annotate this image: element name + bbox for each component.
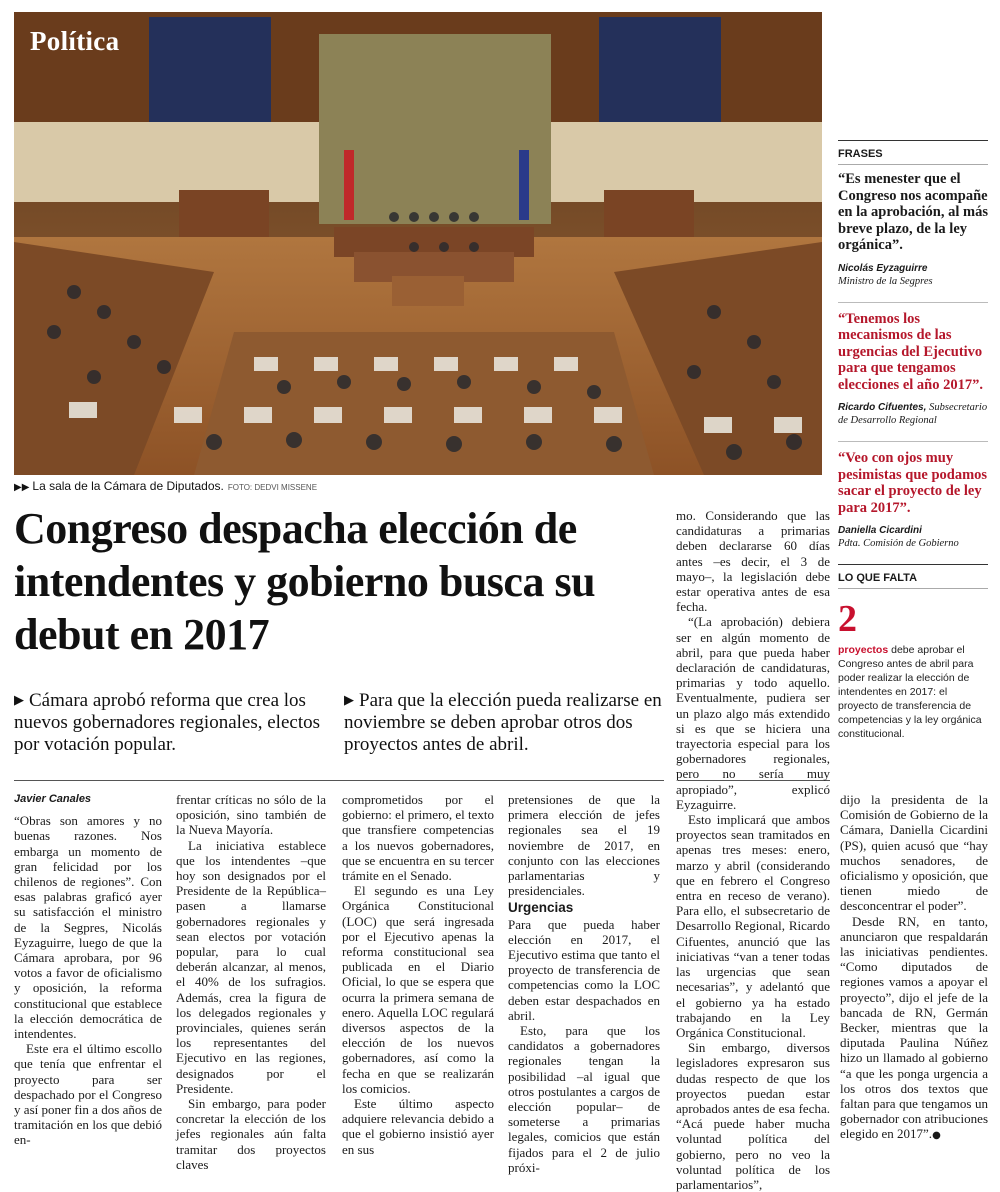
sidebar bbox=[838, 140, 988, 741]
caption-arrow-icon: ▶▶ bbox=[14, 482, 30, 493]
paragraph: Este era el último escollo que tenía que enfrentar el proyecto para ser despachado por el Congreso y así poner fin a dos años de tramitación en los que debió en- bbox=[14, 1041, 162, 1148]
divider-rule bbox=[14, 780, 664, 781]
quote-1-role: Ministro de la Segpres bbox=[838, 275, 933, 287]
paragraph: Esto, para que los candidatos a gobernadores regionales tengan la posibilidad –al igual que otros postulantes a cargos de elección popular– de someterse a primarias legales, comicios que están fijados para el 2 de julio próxi- bbox=[508, 1023, 660, 1175]
caption-text: La sala de la Cámara de Diputados. bbox=[32, 479, 224, 493]
quote-1: “Es menester que el Congreso nos acompañe en la aprobación, al más breve plazo, de la ley orgánica”. bbox=[838, 171, 988, 253]
quote-2: “Tenemos los mecanismos de las urgencias del Ejecutivo para que tengamos elecciones el año 2017”. bbox=[838, 310, 983, 393]
byline: Javier Canales bbox=[14, 793, 92, 805]
paragraph: Sin embargo, diversos legisladores expresaron sus dudas respecto de que los proyectos puedan estar aprobados antes de esa fecha. “Acá puede haber mucha voluntad política del gobierno, pero no veo la voluntad política de los parlamentarios”, bbox=[676, 1040, 830, 1192]
section-label: Política bbox=[30, 26, 120, 56]
paragraph: Esto implicará que ambos proyectos sean tramitados en apenas tres meses: enero, marzo y abril (considerando que en febrero el Congreso entra en receso de verano). Para ello, el subsecretario de Desarrollo Regional, Ricardo Cifuentes, anunció que las iniciativas “van a tener todas las urgencias que sean necesarias”, y adelantó que el gobierno ya ha estado trabajando en la Ley Orgánica Constitucional. bbox=[676, 812, 830, 1040]
quote-3: “Veo con ojos muy pesimistas que podamos sacar el proyecto de ley para 2017”. bbox=[838, 450, 988, 516]
falta-number: 2 bbox=[838, 598, 857, 640]
photo-caption bbox=[14, 479, 317, 493]
column-5 bbox=[676, 508, 830, 1192]
triangle-bullet-icon: ▶ bbox=[14, 693, 24, 708]
paragraph: Este último aspecto adquiere relevancia debido a que el gobierno insistió ayer en sus bbox=[342, 1096, 494, 1157]
deck-1 bbox=[14, 690, 334, 756]
quote-divider bbox=[838, 302, 988, 303]
quote-1-attribution bbox=[838, 262, 988, 288]
paragraph: “Obras son amores y no buenas razones. Nos embarga un momento de gran felicidad por los chilenos de regiones”. Con esas palabras graficó ayer su satisfacción el ministro de la Segpres, Nicolás Eyzaguirre, luego de que la Cámara aprobara, por 96 votos a favor de oficialismo y oposición, la reforma constitucional que establece la elección democrática de intendentes. bbox=[14, 813, 162, 1042]
chamber-illustration bbox=[14, 12, 822, 475]
triangle-bullet-icon: ▶ bbox=[344, 693, 354, 708]
falta-lead: proyectos bbox=[838, 644, 889, 656]
vote-screen-right bbox=[599, 17, 721, 122]
paragraph: frentar críticas no sólo de la oposición, sino también de la Nueva Mayoría. bbox=[176, 792, 326, 838]
column-1 bbox=[14, 792, 162, 1148]
deck-2-text: Para que la elección pueda realizarse en noviembre se deben aprobar otros dos proyectos antes de abril. bbox=[344, 690, 662, 755]
deck-2 bbox=[344, 690, 664, 756]
quote-2-name: Ricardo Cifuentes, bbox=[838, 402, 927, 413]
lo-que-falta-title: LO QUE FALTA bbox=[838, 564, 988, 589]
paragraph: La iniciativa establece que los intendentes –que hoy son designados por el Presidente de la República– pasen a llamarse gobernadores regionales y sean electos por votación popular, para lo cual deberán alcanzar, al menos, el 40% de los sufragios. Además, crea la figura de los delegados regionales y provinciales, quienes serán los representantes del Ejecutivo en las regiones, designados por el Presidente. bbox=[176, 837, 326, 1096]
paragraph: Sin embargo, para poder concretar la elección de los jefes regionales aún falta tramitar dos proyectos claves bbox=[176, 1096, 326, 1172]
headline: Congreso despacha elección de intendentes y gobierno busca su debut en 2017 bbox=[14, 504, 596, 659]
column-2 bbox=[176, 792, 326, 1172]
column-3 bbox=[342, 792, 494, 1157]
paragraph: Para que pueda haber elección en 2017, el Ejecutivo estima que tanto el proyecto de transferencia de competencias como la LOC deben estar despachados en abril. bbox=[508, 916, 660, 1023]
quote-3-name: Daniella Cicardini bbox=[838, 525, 922, 536]
paragraph-text: Desde RN, en tanto, anunciaron que respaldarán las iniciativas pendientes. “Como diputados de regiones vamos a apoyar el proyecto”, dijo el jefe de la bancada de RN, Germán Becker, mientras que la diputada Paulina Núñez hizo un llamado al gobierno “a que les ponga urgencia a los otros dos textos que faltan para que tengamos un gobernador con atribuciones elegido en 2017”. bbox=[840, 913, 989, 1142]
falta-text bbox=[838, 643, 988, 741]
paragraph bbox=[840, 914, 988, 1144]
falta-body: debe aprobar el Congreso antes de abril para poder realizar la elección de intendentes en 2017: el proyecto de transferencia de competencias y la ley orgánica constitucional. bbox=[838, 644, 982, 740]
paragraph: pretensiones de que la primera elección de jefes regionales sea el 19 noviembre de 2017, en conjunto con las elecciones parlamentarias y presidenciales. bbox=[508, 792, 660, 899]
quote-3-attribution bbox=[838, 524, 988, 550]
column-4 bbox=[508, 792, 660, 1175]
chamber-photo bbox=[14, 12, 822, 475]
paragraph: mo. Considerando que las candidaturas a primarias deben declararse 60 días antes –es decir, el 3 de mayo–, la legislación debe estar operativa antes de esa fecha. bbox=[676, 508, 830, 615]
photo-credit: FOTO: DEDVI MISSENE bbox=[227, 483, 318, 492]
subhead-urgencias: Urgencias bbox=[508, 900, 574, 916]
frases-title: FRASES bbox=[838, 140, 988, 165]
quote-1-name: Nicolás Eyzaguirre bbox=[838, 262, 928, 274]
paragraph: El segundo es una Ley Orgánica Constitucional (LOC) que será ingresada por el Ejecutivo apenas la reforma constitucional sea publicada en el Diario Oficial, lo que se espera que ocurra la primera semana de enero. Aquella LOC regulará diversos aspectos de la elección de los nuevos gobernadores, así como la fecha en que se realizarán los comicios. bbox=[342, 883, 494, 1096]
quote-2-attribution bbox=[838, 401, 988, 427]
deck-1-text: Cámara aprobó reforma que crea los nuevos gobernadores regionales, electos por votación popular. bbox=[14, 690, 321, 755]
vote-screen-left bbox=[149, 17, 271, 122]
quote-2-role: Subsecretario de Desarrollo Regional bbox=[838, 402, 988, 426]
paragraph: comprometidos por el gobierno: el primero, el texto que transfiere competencias a los nuevos gobernadores, que se encuentra en su tercer trámite en el Senado. bbox=[342, 792, 494, 884]
paragraph: dijo la presidenta de la Comisión de Gobierno de la Cámara, Daniella Cicardini (PS), quien acusó que “hay muchos senadores, de oficialismo y oposición, que tienen miedo de desconcentrar el poder”. bbox=[840, 792, 988, 914]
paragraph: “(La aprobación) debiera ser en algún momento de abril, para que pueda haber declaración de candidaturas, primarias y todo aquello. Eventualmente, pudiera ser un plazo algo más extendido si es que se hiciera una trayectoria especial para los gobernadores regionales, pero no sería muy apropiado”, explicó Eyzaguirre. bbox=[676, 614, 830, 812]
column-6 bbox=[840, 792, 988, 1144]
end-mark-icon: ● bbox=[932, 1130, 941, 1142]
quote-3-role: Pdta. Comisión de Gobierno bbox=[838, 538, 959, 549]
quote-divider bbox=[838, 441, 988, 442]
